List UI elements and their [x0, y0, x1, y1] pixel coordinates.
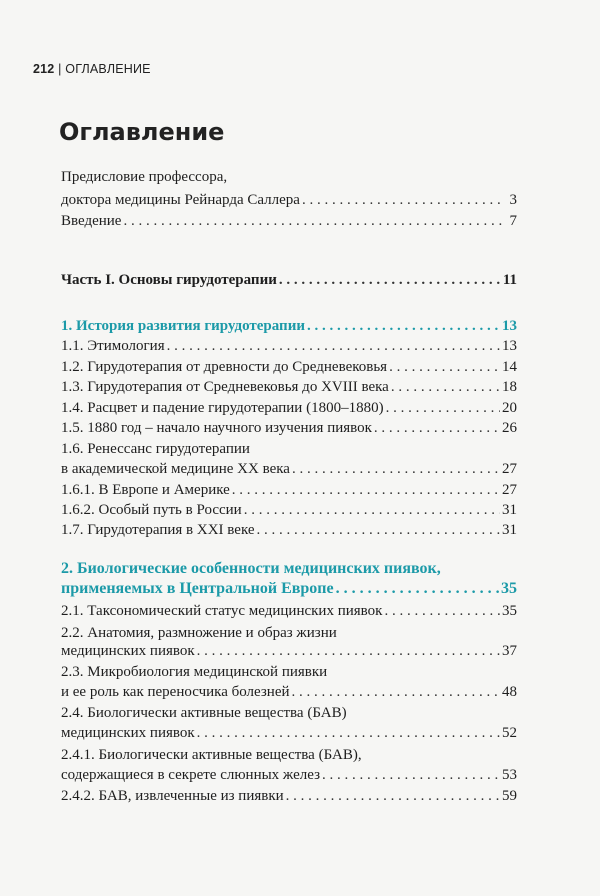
- toc-entry-page: 31: [502, 502, 517, 518]
- toc-chapter-line1: 2. Биологические особенности медицинских пиявок,: [61, 560, 441, 577]
- toc-entry-line1: 2.4.1. Биологически активные вещества (БАВ),: [61, 747, 362, 763]
- toc-entry-page: 3: [509, 192, 517, 208]
- toc-entry-page: 11: [502, 272, 517, 288]
- leader-dots: [244, 501, 500, 519]
- toc-entry-title: 1.5. 1880 год – начало научного изучения пиявок: [61, 420, 372, 436]
- toc-entry-page: 37: [502, 643, 517, 659]
- leader-dots: [336, 580, 499, 598]
- toc-entry-page: 52: [502, 725, 517, 741]
- toc-entry[interactable]: [61, 212, 517, 230]
- toc-entry-title: доктора медицины Рейнарда Саллера: [61, 192, 300, 208]
- toc-part-entry[interactable]: [61, 271, 517, 289]
- toc-entry-page: 48: [502, 684, 517, 700]
- toc-entry-page: 31: [502, 522, 517, 538]
- toc-chapter-entry[interactable]: [61, 580, 517, 598]
- toc-entry-page: 27: [502, 461, 517, 477]
- leader-dots: [197, 724, 500, 742]
- leader-dots: [386, 399, 500, 417]
- toc-entry[interactable]: [61, 481, 517, 499]
- toc-entry[interactable]: [61, 724, 517, 742]
- toc-entry[interactable]: [61, 521, 517, 539]
- toc-entry-title: 1.6.1. В Европе и Америке: [61, 482, 230, 498]
- toc-entry-page: 35: [501, 580, 517, 597]
- leader-dots: [374, 419, 500, 437]
- toc-entry-title: 2.1. Таксономический статус медицинских пиявок: [61, 603, 383, 619]
- toc-entry[interactable]: [61, 378, 517, 396]
- leader-dots: [232, 481, 500, 499]
- toc-entry-line1: Предисловие профессора,: [61, 169, 228, 185]
- toc-entry-title: 2.4.2. БАВ, извлеченные из пиявки: [61, 788, 284, 804]
- leader-dots: [322, 766, 500, 784]
- leader-dots: [257, 521, 500, 539]
- toc-entry[interactable]: [61, 602, 517, 620]
- toc-entry-title: 1.1. Этимология: [61, 338, 165, 354]
- toc-entry-title: 1. История развития гирудотерапии: [61, 318, 305, 334]
- leader-dots: [292, 683, 500, 701]
- toc-entry-title: 1.3. Гирудотерапия от Средневековья до XVIII века: [61, 379, 389, 395]
- toc-entry-title: 1.6.2. Особый путь в России: [61, 502, 242, 518]
- toc-entry[interactable]: [61, 460, 517, 478]
- toc-entry[interactable]: [61, 787, 517, 805]
- toc-entry[interactable]: [61, 191, 517, 209]
- toc-entry-line1: 2.3. Микробиология медицинской пиявки: [61, 664, 328, 680]
- toc-entry[interactable]: [61, 399, 517, 417]
- toc-entry-page: 20: [502, 400, 517, 416]
- toc-entry[interactable]: [61, 358, 517, 376]
- toc-entry-page: 14: [502, 359, 517, 375]
- leader-dots: [391, 378, 500, 396]
- toc-entry-title: медицинских пиявок: [61, 725, 195, 741]
- toc-entry[interactable]: [61, 683, 517, 701]
- toc-entry-page: 26: [502, 420, 517, 436]
- leader-dots: [286, 787, 500, 805]
- toc-entry-page: 18: [502, 379, 517, 395]
- page-number: 212: [33, 62, 55, 76]
- toc-entry[interactable]: [61, 642, 517, 660]
- toc-entry[interactable]: [61, 501, 517, 519]
- toc-entry-title: 1.7. Гирудотерапия в XXI веке: [61, 522, 255, 538]
- toc-entry[interactable]: [61, 419, 517, 437]
- header-section: ОГЛАВЛЕНИЕ: [65, 62, 151, 76]
- toc-entry-title: в академической медицине XX века: [61, 461, 290, 477]
- toc-entry-line1: 1.6. Ренессанс гирудотерапии: [61, 441, 250, 457]
- toc-entry-title: применяемых в Центральной Европе: [61, 580, 334, 597]
- toc-entry-title: медицинских пиявок: [61, 643, 195, 659]
- toc-entry-title: Часть I. Основы гирудотерапии: [61, 272, 277, 288]
- toc-entry-title: Введение: [61, 213, 122, 229]
- leader-dots: [292, 460, 500, 478]
- toc-chapter-entry[interactable]: [61, 317, 517, 335]
- leader-dots: [279, 271, 501, 289]
- leader-dots: [389, 358, 500, 376]
- toc-entry-line1: 2.2. Анатомия, размножение и образ жизни: [61, 625, 337, 641]
- toc-entry-page: 13: [502, 338, 517, 354]
- leader-dots: [307, 317, 500, 335]
- toc-entry-line1: 2.4. Биологически активные вещества (БАВ): [61, 705, 347, 721]
- toc-entry-title: 1.4. Расцвет и падение гирудотерапии (1800–1880): [61, 400, 384, 416]
- toc-entry-title: содержащиеся в секрете слюнных желез: [61, 767, 320, 783]
- leader-dots: [384, 602, 500, 620]
- toc-entry[interactable]: [61, 766, 517, 784]
- leader-dots: [197, 642, 500, 660]
- toc-entry-page: 53: [502, 767, 517, 783]
- toc-entry-page: 59: [502, 788, 517, 804]
- table-of-contents: [61, 0, 517, 896]
- toc-entry-page: 35: [502, 603, 517, 619]
- toc-entry-page: 27: [502, 482, 517, 498]
- header-separator: |: [58, 62, 62, 76]
- toc-entry-title: 1.2. Гирудотерапия от древности до Средневековья: [61, 359, 388, 375]
- toc-entry-page: 13: [502, 318, 517, 334]
- toc-entry-page: 7: [509, 213, 517, 229]
- leader-dots: [302, 191, 503, 209]
- toc-entry-title: и ее роль как переносчика болезней: [61, 684, 290, 700]
- leader-dots: [167, 337, 500, 355]
- page-title: Оглавление: [59, 118, 225, 146]
- toc-entry[interactable]: [61, 337, 517, 355]
- leader-dots: [123, 212, 503, 230]
